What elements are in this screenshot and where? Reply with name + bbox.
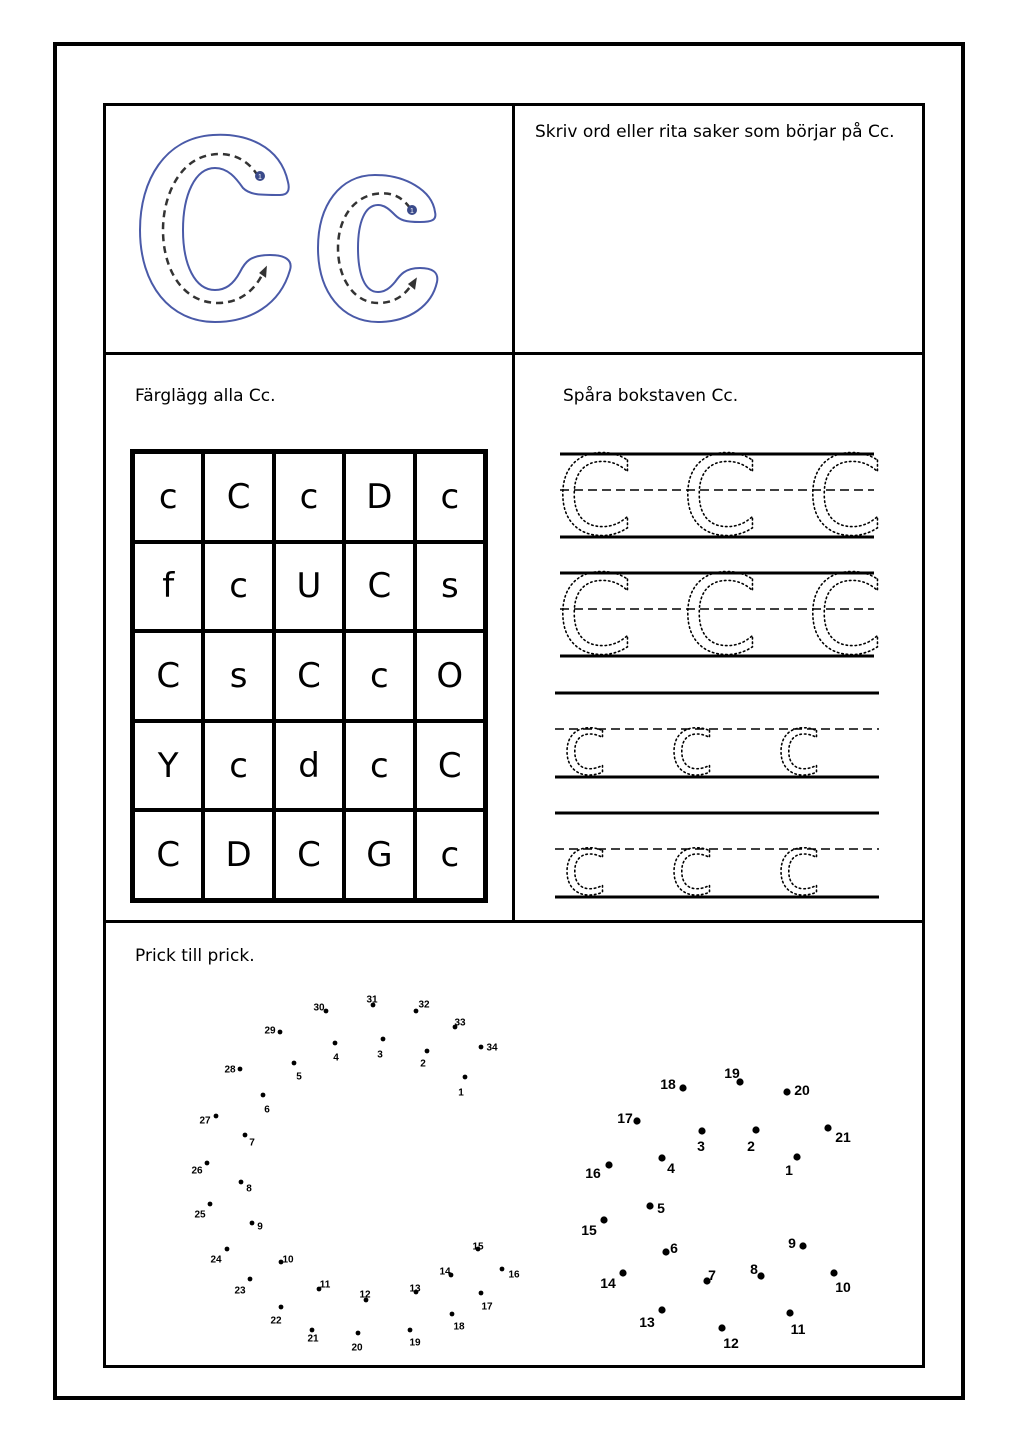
dot-number: 5 [657,1199,665,1216]
dot[interactable] [238,1067,243,1072]
dot[interactable] [250,1221,255,1226]
dot-number: 24 [210,1254,222,1266]
dot[interactable] [479,1291,484,1296]
dot-number: 4 [667,1159,675,1176]
dot-number: 13 [409,1283,421,1295]
dot[interactable] [698,1127,705,1134]
dot-number: 22 [270,1315,282,1327]
dot-number: 13 [639,1313,655,1330]
trace-letter[interactable]: C [681,551,759,679]
grid-cell[interactable]: Y [133,721,203,811]
dot[interactable] [786,1309,793,1316]
dot[interactable] [605,1161,612,1168]
dot[interactable] [214,1114,219,1119]
dot-number: 16 [508,1269,520,1281]
dot[interactable] [292,1061,297,1066]
dot-number: 5 [296,1071,302,1083]
dot[interactable] [646,1202,653,1209]
grid-cell[interactable]: C [274,810,344,900]
grid-cell[interactable]: C [274,631,344,721]
trace-letter[interactable]: C [556,432,634,560]
dot-number: 19 [409,1337,421,1349]
dot[interactable] [633,1117,640,1124]
dot-number: 2 [747,1137,755,1154]
trace-letter[interactable]: c [562,699,608,794]
dot[interactable] [718,1324,725,1331]
dot-number: 15 [581,1221,597,1238]
dot-number: 14 [439,1266,451,1278]
trace-letter[interactable]: C [806,551,884,679]
grid-cell[interactable]: c [344,721,414,811]
grid-cell[interactable]: c [133,452,203,542]
dot-number: 12 [359,1289,371,1301]
dot-number: 7 [708,1266,716,1283]
dot-number: 6 [264,1104,270,1116]
trace-letter[interactable]: c [776,699,822,794]
uppercase-c-start-number: 1 [258,174,262,181]
dot-number: 18 [660,1075,676,1092]
dot[interactable] [658,1306,665,1313]
trace-letter[interactable]: C [806,432,884,560]
dot-number: 29 [264,1025,276,1037]
grid-cell[interactable]: s [203,631,273,721]
dot-number: 8 [246,1183,252,1195]
dot-number: 3 [377,1049,383,1061]
dot[interactable] [408,1328,413,1333]
dot-number: 10 [282,1254,294,1266]
grid-cell[interactable]: U [274,542,344,632]
dot-number: 10 [835,1278,851,1295]
grid-cell[interactable]: c [415,810,485,900]
dot[interactable] [425,1049,430,1054]
dot-number: 9 [257,1221,263,1233]
trace-letter[interactable]: c [776,819,822,914]
dot-number: 25 [194,1209,206,1221]
dot-number: 15 [472,1241,484,1253]
dot[interactable] [243,1133,248,1138]
color-instruction: Färglägg alla Cc. [135,386,276,406]
dot-number: 20 [794,1081,810,1098]
dot[interactable] [208,1202,213,1207]
dot-number: 3 [697,1137,705,1154]
grid-cell[interactable]: D [344,452,414,542]
grid-cell[interactable]: s [415,542,485,632]
dot[interactable] [679,1084,686,1091]
dot[interactable] [463,1075,468,1080]
dot[interactable] [261,1093,266,1098]
dot-number: 11 [319,1279,331,1291]
trace-letter[interactable]: C [681,432,759,560]
dot[interactable] [205,1161,210,1166]
trace-letter[interactable]: c [669,819,715,914]
dot-number: 12 [723,1334,739,1351]
dot-number: 30 [313,1002,325,1014]
grid-cell[interactable]: c [203,721,273,811]
grid-cell[interactable]: c [274,452,344,542]
grid-cell[interactable]: C [133,810,203,900]
dot-number: 7 [249,1137,255,1149]
dot[interactable] [600,1216,607,1223]
grid-cell[interactable]: C [415,721,485,811]
grid-cell[interactable]: C [133,631,203,721]
dot-number: 21 [307,1333,319,1345]
dot-number: 1 [785,1161,793,1178]
grid-cell[interactable]: D [203,810,273,900]
dot-number: 26 [191,1165,203,1177]
dot-number: 31 [366,994,378,1006]
grid-cell[interactable]: c [344,631,414,721]
dot[interactable] [793,1153,800,1160]
grid-cell[interactable]: C [203,452,273,542]
dot[interactable] [658,1154,665,1161]
dot[interactable] [333,1041,338,1046]
dot-number: 8 [750,1260,758,1277]
grid-cell[interactable]: G [344,810,414,900]
dot[interactable] [783,1088,790,1095]
dot-number: 16 [585,1164,601,1181]
dot-number: 33 [454,1017,466,1029]
write-instruction: Skriv ord eller rita saker som börjar på Cc. [535,122,895,142]
dot-number: 27 [199,1115,211,1127]
dot-number: 32 [418,999,430,1011]
dot[interactable] [450,1312,455,1317]
trace-letter[interactable]: C [556,551,634,679]
dot[interactable] [381,1037,386,1042]
dot[interactable] [356,1331,361,1336]
dot-number: 11 [790,1320,806,1337]
grid-cell[interactable]: O [415,631,485,721]
dot[interactable] [239,1180,244,1185]
dot-number: 17 [617,1109,633,1126]
grid-cell[interactable]: f [133,542,203,632]
dot-number: 21 [835,1128,851,1145]
dot-number: 28 [224,1064,236,1076]
dot-number: 6 [670,1239,678,1256]
dot-number: 1 [458,1087,464,1099]
dot-number: 20 [351,1342,363,1354]
dot[interactable] [479,1045,484,1050]
lowercase-c-start-number: 1 [410,208,414,215]
dot-number: 19 [724,1064,740,1081]
dot[interactable] [824,1124,831,1131]
dots-instruction: Prick till prick. [135,946,255,966]
dot[interactable] [799,1242,806,1249]
dot[interactable] [279,1305,284,1310]
grid-cell[interactable]: C [344,542,414,632]
trace-instruction: Spåra bokstaven Cc. [563,386,739,406]
dot-number: 4 [333,1052,339,1064]
dot[interactable] [500,1267,505,1272]
grid-cell[interactable]: d [274,721,344,811]
dot-number: 17 [481,1301,493,1313]
dot-number: 23 [234,1285,246,1297]
dot[interactable] [662,1248,669,1255]
dot[interactable] [310,1328,315,1333]
dot-number: 34 [486,1042,498,1054]
dot[interactable] [752,1126,759,1133]
dot[interactable] [278,1030,283,1035]
dot[interactable] [619,1269,626,1276]
grid-cell[interactable]: c [415,452,485,542]
trace-letter[interactable]: c [562,819,608,914]
dot-number: 18 [453,1321,465,1333]
dot[interactable] [225,1247,230,1252]
dot[interactable] [757,1272,764,1279]
trace-letter[interactable]: c [669,699,715,794]
grid-cell[interactable]: c [203,542,273,632]
dot[interactable] [830,1269,837,1276]
dot-number: 2 [420,1058,426,1070]
dot-number: 14 [600,1274,616,1291]
dot[interactable] [248,1277,253,1282]
dot-number: 9 [788,1234,796,1251]
